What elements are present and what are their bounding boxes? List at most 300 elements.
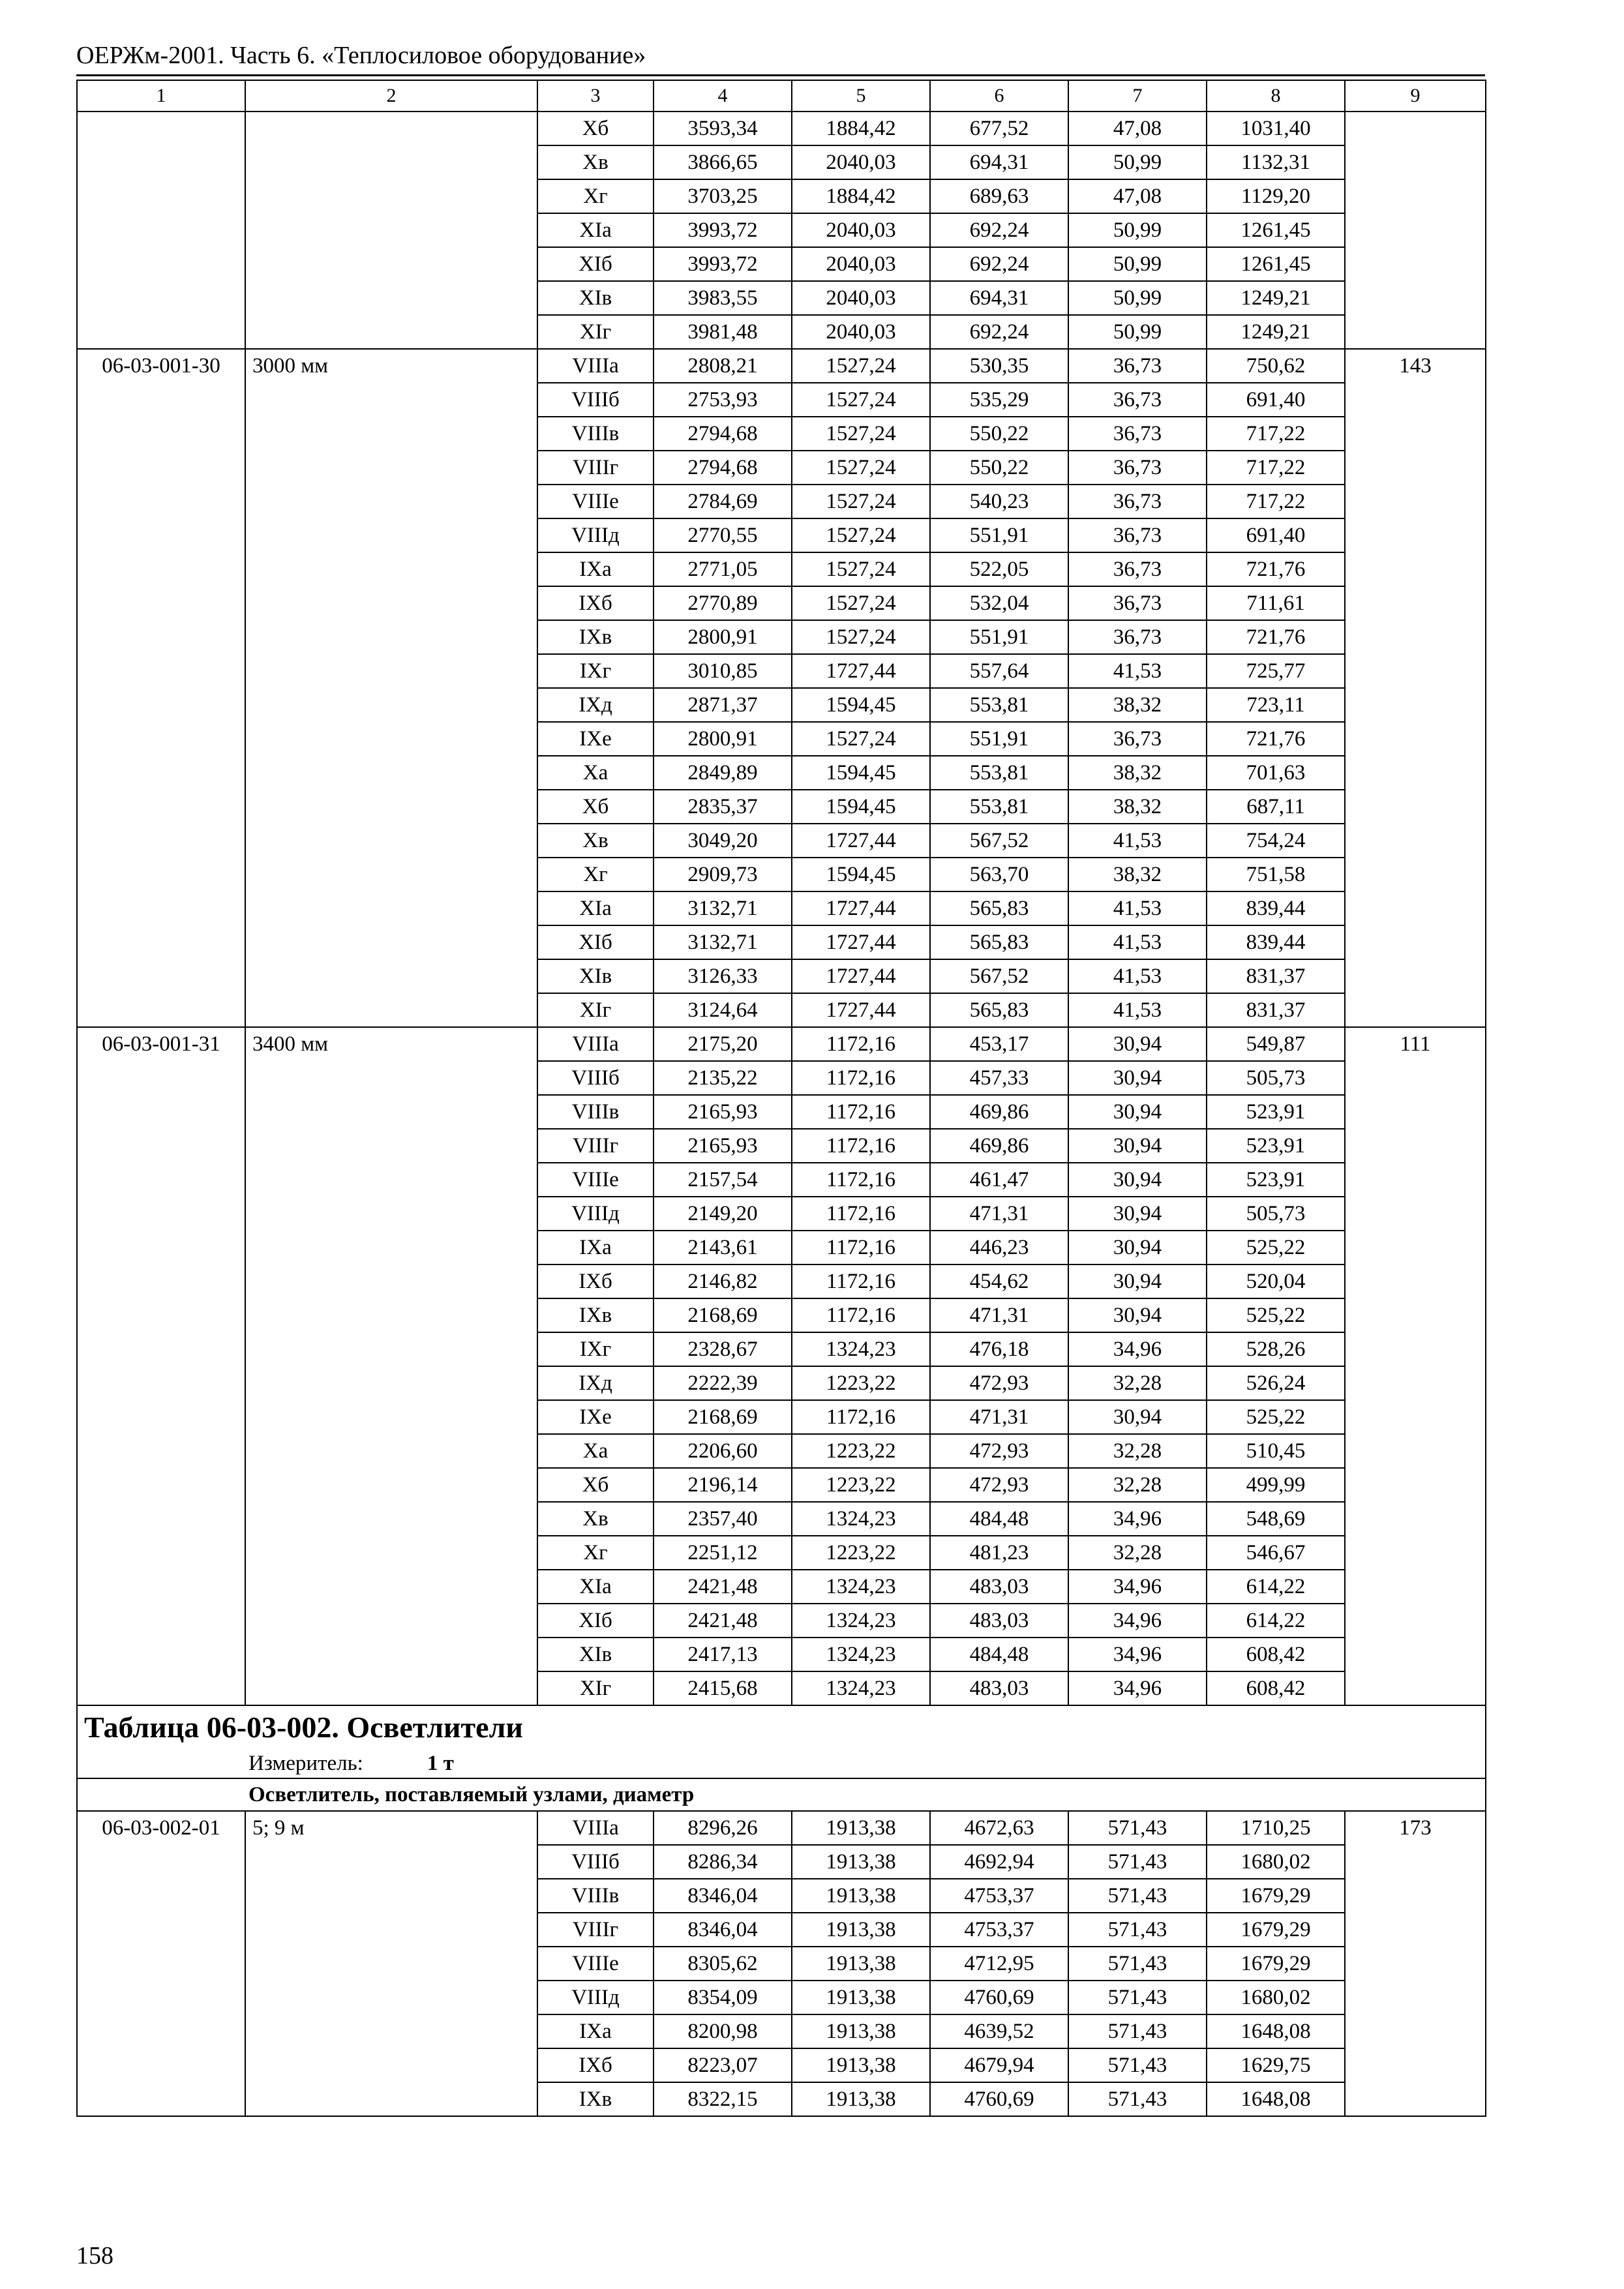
code-cell [77,1129,245,1163]
rate-name: 3400 мм [245,1027,537,1061]
value-cell: 2040,03 [792,315,930,349]
value-cell: 30,94 [1068,1027,1207,1061]
weight-cell [1345,451,1486,485]
value-cell: 1913,38 [792,2014,930,2048]
name-cell [245,1400,537,1434]
value-cell: 1527,24 [792,620,930,654]
value-cell: IХд [537,688,654,722]
value-cell: 41,53 [1068,891,1207,925]
value-cell: 2165,93 [654,1129,792,1163]
value-cell: 453,17 [930,1027,1068,1061]
value-cell: 1129,20 [1207,179,1345,213]
name-cell [245,824,537,858]
table-row [77,112,1486,145]
value-cell: 2196,14 [654,1468,792,1502]
value-cell: 565,83 [930,925,1068,959]
name-cell [245,620,537,654]
code-cell [77,1197,245,1231]
meter-label: Измеритель: [248,1752,363,1775]
value-cell: Хв [537,1502,654,1536]
value-cell: 711,61 [1207,586,1345,620]
value-cell: 1913,38 [792,1947,930,1981]
code-cell [77,790,245,824]
code-cell [77,1366,245,1400]
value-cell: 701,63 [1207,756,1345,790]
code-cell [77,993,245,1027]
value-cell: IХа [537,2014,654,2048]
value-cell: 535,29 [930,383,1068,417]
value-cell: 2040,03 [792,145,930,179]
weight-cell [1345,518,1486,552]
code-cell [77,1536,245,1570]
table-row [77,925,1486,959]
value-cell: 2794,68 [654,417,792,451]
value-cell: IХа [537,552,654,586]
value-cell: 2157,54 [654,1163,792,1197]
value-cell: 36,73 [1068,552,1207,586]
value-cell: VIIIб [537,1845,654,1879]
value-cell: 4712,95 [930,1947,1068,1981]
value-cell: 522,05 [930,552,1068,586]
weight-cell [1345,1264,1486,1298]
value-cell: 567,52 [930,824,1068,858]
value-cell: 2421,48 [654,1570,792,1604]
value-cell: VIIIг [537,451,654,485]
value-cell: 1324,23 [792,1671,930,1705]
value-cell: 472,93 [930,1468,1068,1502]
group-heading: Осветлитель, поставляемый узлами, диаметр [77,1778,1486,1811]
weight-cell [1345,179,1486,213]
name-cell [245,2014,537,2048]
value-cell: 8200,98 [654,2014,792,2048]
code-cell [77,1061,245,1095]
value-cell: 1324,23 [792,1332,930,1366]
table-row [77,1400,1486,1434]
value-cell: 38,32 [1068,756,1207,790]
value-cell: 1594,45 [792,756,930,790]
name-cell [245,993,537,1027]
weight-cell [1345,1845,1486,1879]
value-cell: 32,28 [1068,1536,1207,1570]
value-cell: 550,22 [930,417,1068,451]
value-cell: 548,69 [1207,1502,1345,1536]
table-row [77,1366,1486,1400]
name-cell [245,925,537,959]
weight-cell [1345,1298,1486,1332]
column-number-6: 6 [930,80,1068,112]
weight-cell [1345,485,1486,518]
value-cell: 8223,07 [654,2048,792,2082]
code-cell [77,688,245,722]
value-cell: Хв [537,145,654,179]
table-row [77,1604,1486,1638]
table-row [77,2014,1486,2048]
value-cell: 34,96 [1068,1570,1207,1604]
table-row [77,1570,1486,1604]
value-cell: 3983,55 [654,281,792,315]
name-cell [245,756,537,790]
weight-cell [1345,688,1486,722]
table-row [77,1061,1486,1095]
table-row [77,1536,1486,1570]
table-row [77,1879,1486,1913]
group-heading-row [77,1778,1486,1811]
value-cell: 36,73 [1068,620,1207,654]
value-cell: 751,58 [1207,858,1345,891]
value-cell: ХIб [537,925,654,959]
value-cell: ХIв [537,281,654,315]
value-cell: ХIг [537,315,654,349]
value-cell: 1913,38 [792,2082,930,2116]
value-cell: 717,22 [1207,485,1345,518]
value-cell: 1913,38 [792,1879,930,1913]
value-cell: 476,18 [930,1332,1068,1366]
value-cell: 3993,72 [654,247,792,281]
value-cell: 36,73 [1068,383,1207,417]
weight-cell [1345,654,1486,688]
value-cell: 32,28 [1068,1366,1207,1400]
code-cell [77,2048,245,2082]
weight-cell [1345,552,1486,586]
name-cell [245,451,537,485]
value-cell: 41,53 [1068,993,1207,1027]
weight-cell [1345,620,1486,654]
value-cell: 520,04 [1207,1264,1345,1298]
value-cell: IХб [537,586,654,620]
name-cell [245,1197,537,1231]
value-cell: 1527,24 [792,417,930,451]
value-cell: 1680,02 [1207,1981,1345,2014]
value-cell: 30,94 [1068,1264,1207,1298]
value-cell: 471,31 [930,1298,1068,1332]
value-cell: 3993,72 [654,213,792,247]
value-cell: 461,47 [930,1163,1068,1197]
weight-cell [1345,1400,1486,1434]
value-cell: 41,53 [1068,925,1207,959]
code-cell [77,1570,245,1604]
value-cell: 34,96 [1068,1604,1207,1638]
table-row [77,1981,1486,2014]
value-cell: 472,93 [930,1434,1068,1468]
code-cell [77,1095,245,1129]
name-cell [245,145,537,179]
value-cell: 1594,45 [792,790,930,824]
value-cell: 484,48 [930,1638,1068,1671]
name-cell [245,1536,537,1570]
value-cell: 525,22 [1207,1298,1345,1332]
value-cell: 2206,60 [654,1434,792,1468]
value-cell: 1249,21 [1207,315,1345,349]
value-cell: 510,45 [1207,1434,1345,1468]
value-cell: IХб [537,2048,654,2082]
value-cell: 523,91 [1207,1163,1345,1197]
value-cell: 721,76 [1207,552,1345,586]
weight-cell [1345,722,1486,756]
table-row [77,1913,1486,1947]
weight-cell [1345,891,1486,925]
value-cell: 472,93 [930,1366,1068,1400]
value-cell: 2143,61 [654,1231,792,1264]
name-cell [245,1502,537,1536]
value-cell: 1527,24 [792,722,930,756]
value-cell: 1527,24 [792,485,930,518]
name-cell [245,1570,537,1604]
value-cell: 677,52 [930,112,1068,145]
value-cell: 532,04 [930,586,1068,620]
name-cell [245,1638,537,1671]
value-cell: 1679,29 [1207,1913,1345,1947]
value-cell: 525,22 [1207,1231,1345,1264]
code-cell [77,654,245,688]
rate-weight: 173 [1345,1811,1486,1845]
value-cell: ХIг [537,1671,654,1705]
value-cell: ХIа [537,891,654,925]
value-cell: 1223,22 [792,1366,930,1400]
value-cell: 2771,05 [654,552,792,586]
weight-cell [1345,1536,1486,1570]
table-row [77,993,1486,1027]
value-cell: 571,43 [1068,1845,1207,1879]
table-row [77,891,1486,925]
value-cell: 1679,29 [1207,1947,1345,1981]
name-cell [245,790,537,824]
table-row [77,315,1486,349]
rates-table-container [76,80,1485,2117]
weight-cell [1345,1061,1486,1095]
code-cell [77,1879,245,1913]
value-cell: 1249,21 [1207,281,1345,315]
value-cell: VIIIа [537,1027,654,1061]
value-cell: 1727,44 [792,891,930,925]
meter-row [77,1749,1486,1778]
name-cell [245,485,537,518]
value-cell: 614,22 [1207,1570,1345,1604]
value-cell: 38,32 [1068,790,1207,824]
name-cell [245,213,537,247]
value-cell: 471,31 [930,1400,1068,1434]
value-cell: 4692,94 [930,1845,1068,1879]
table-row [77,1468,1486,1502]
code-cell [77,1604,245,1638]
weight-cell [1345,1638,1486,1671]
value-cell: 2135,22 [654,1061,792,1095]
value-cell: 1172,16 [792,1129,930,1163]
code-cell [77,518,245,552]
value-cell: 1223,22 [792,1434,930,1468]
value-cell: 546,67 [1207,1536,1345,1570]
value-cell: 1172,16 [792,1264,930,1298]
code-cell [77,552,245,586]
value-cell: 831,37 [1207,959,1345,993]
value-cell: 687,11 [1207,790,1345,824]
value-cell: Хг [537,858,654,891]
value-cell: ХIв [537,959,654,993]
value-cell: 469,86 [930,1095,1068,1129]
code-cell [77,1913,245,1947]
value-cell: 1172,16 [792,1298,930,1332]
table-row [77,790,1486,824]
value-cell: 1172,16 [792,1400,930,1434]
weight-cell [1345,2014,1486,2048]
name-cell [245,1671,537,1705]
weight-cell [1345,1981,1486,2014]
value-cell: Хг [537,1536,654,1570]
value-cell: 484,48 [930,1502,1068,1536]
table-row [77,756,1486,790]
weight-cell [1345,1366,1486,1400]
code-cell [77,179,245,213]
value-cell: 563,70 [930,858,1068,891]
name-cell [245,1231,537,1264]
value-cell: IХа [537,1231,654,1264]
table-row [77,179,1486,213]
value-cell: 3132,71 [654,925,792,959]
value-cell: 1727,44 [792,824,930,858]
value-cell: VIIIд [537,1197,654,1231]
value-cell: 839,44 [1207,891,1345,925]
name-cell [245,112,537,145]
name-cell [245,518,537,552]
code-cell [77,1671,245,1705]
name-cell [245,688,537,722]
value-cell: 505,73 [1207,1197,1345,1231]
code-cell [77,620,245,654]
value-cell: VIIIе [537,1947,654,1981]
weight-cell [1345,383,1486,417]
value-cell: 8322,15 [654,2082,792,2116]
name-cell [245,247,537,281]
value-cell: 550,22 [930,451,1068,485]
name-cell [245,722,537,756]
value-cell: 2808,21 [654,349,792,383]
value-cell: Ха [537,1434,654,1468]
value-cell: 8346,04 [654,1913,792,1947]
value-cell: 36,73 [1068,722,1207,756]
table-row [77,1947,1486,1981]
name-cell [245,417,537,451]
value-cell: 691,40 [1207,518,1345,552]
value-cell: 2146,82 [654,1264,792,1298]
weight-cell [1345,993,1486,1027]
code-cell [77,1298,245,1332]
weight-cell [1345,417,1486,451]
weight-cell [1345,756,1486,790]
header-rule [76,74,1485,76]
value-cell: 1913,38 [792,1981,930,2014]
meter-value: 1 т [427,1752,454,1775]
value-cell: ХIб [537,1604,654,1638]
value-cell: 1648,08 [1207,2014,1345,2048]
code-cell [77,485,245,518]
table-row [77,1264,1486,1298]
code-cell [77,722,245,756]
code-cell [77,1468,245,1502]
value-cell: 3010,85 [654,654,792,688]
value-cell: IХе [537,1400,654,1434]
value-cell: 446,23 [930,1231,1068,1264]
code-cell [77,112,245,145]
table-row [77,485,1486,518]
value-cell: 34,96 [1068,1502,1207,1536]
code-cell [77,1332,245,1366]
value-cell: 691,40 [1207,383,1345,417]
value-cell: 1884,42 [792,112,930,145]
value-cell: 725,77 [1207,654,1345,688]
table-row [77,451,1486,485]
table-row [77,1811,1486,1845]
value-cell: 2871,37 [654,688,792,722]
value-cell: 3866,65 [654,145,792,179]
value-cell: 1527,24 [792,518,930,552]
code-cell [77,925,245,959]
value-cell: Хг [537,179,654,213]
column-number-row [77,80,1486,112]
weight-cell [1345,586,1486,620]
rate-weight: 111 [1345,1027,1486,1061]
name-cell [245,1913,537,1947]
column-number-3: 3 [537,80,654,112]
value-cell: 551,91 [930,722,1068,756]
name-cell [245,1468,537,1502]
rate-name: 3000 мм [245,349,537,383]
name-cell [245,2048,537,2082]
value-cell: 2357,40 [654,1502,792,1536]
value-cell: 717,22 [1207,417,1345,451]
value-cell: 469,86 [930,1129,1068,1163]
table-row [77,1502,1486,1536]
table-row [77,1332,1486,1366]
value-cell: 692,24 [930,213,1068,247]
value-cell: 1727,44 [792,993,930,1027]
value-cell: 8354,09 [654,1981,792,2014]
weight-cell [1345,1129,1486,1163]
value-cell: 1527,24 [792,383,930,417]
value-cell: 1727,44 [792,925,930,959]
value-cell: 4672,63 [930,1811,1068,1845]
value-cell: IХб [537,1264,654,1298]
code-cell [77,145,245,179]
value-cell: 1680,02 [1207,1845,1345,1879]
weight-cell [1345,112,1486,145]
value-cell: 557,64 [930,654,1068,688]
value-cell: 1594,45 [792,858,930,891]
value-cell: 30,94 [1068,1197,1207,1231]
value-cell: 2421,48 [654,1604,792,1638]
value-cell: 38,32 [1068,858,1207,891]
value-cell: 839,44 [1207,925,1345,959]
name-cell [245,586,537,620]
code-cell [77,1981,245,2014]
value-cell: VIIIв [537,1095,654,1129]
name-cell [245,959,537,993]
value-cell: 36,73 [1068,586,1207,620]
name-cell [245,1981,537,2014]
value-cell: 499,99 [1207,1468,1345,1502]
value-cell: 4760,69 [930,1981,1068,2014]
value-cell: 750,62 [1207,349,1345,383]
name-cell [245,858,537,891]
value-cell: 36,73 [1068,349,1207,383]
table-row [77,417,1486,451]
weight-cell [1345,1604,1486,1638]
value-cell: 30,94 [1068,1231,1207,1264]
value-cell: 8346,04 [654,1879,792,1913]
weight-cell [1345,790,1486,824]
value-cell: 2168,69 [654,1400,792,1434]
rate-weight: 143 [1345,349,1486,383]
name-cell [245,1434,537,1468]
value-cell: 41,53 [1068,654,1207,688]
